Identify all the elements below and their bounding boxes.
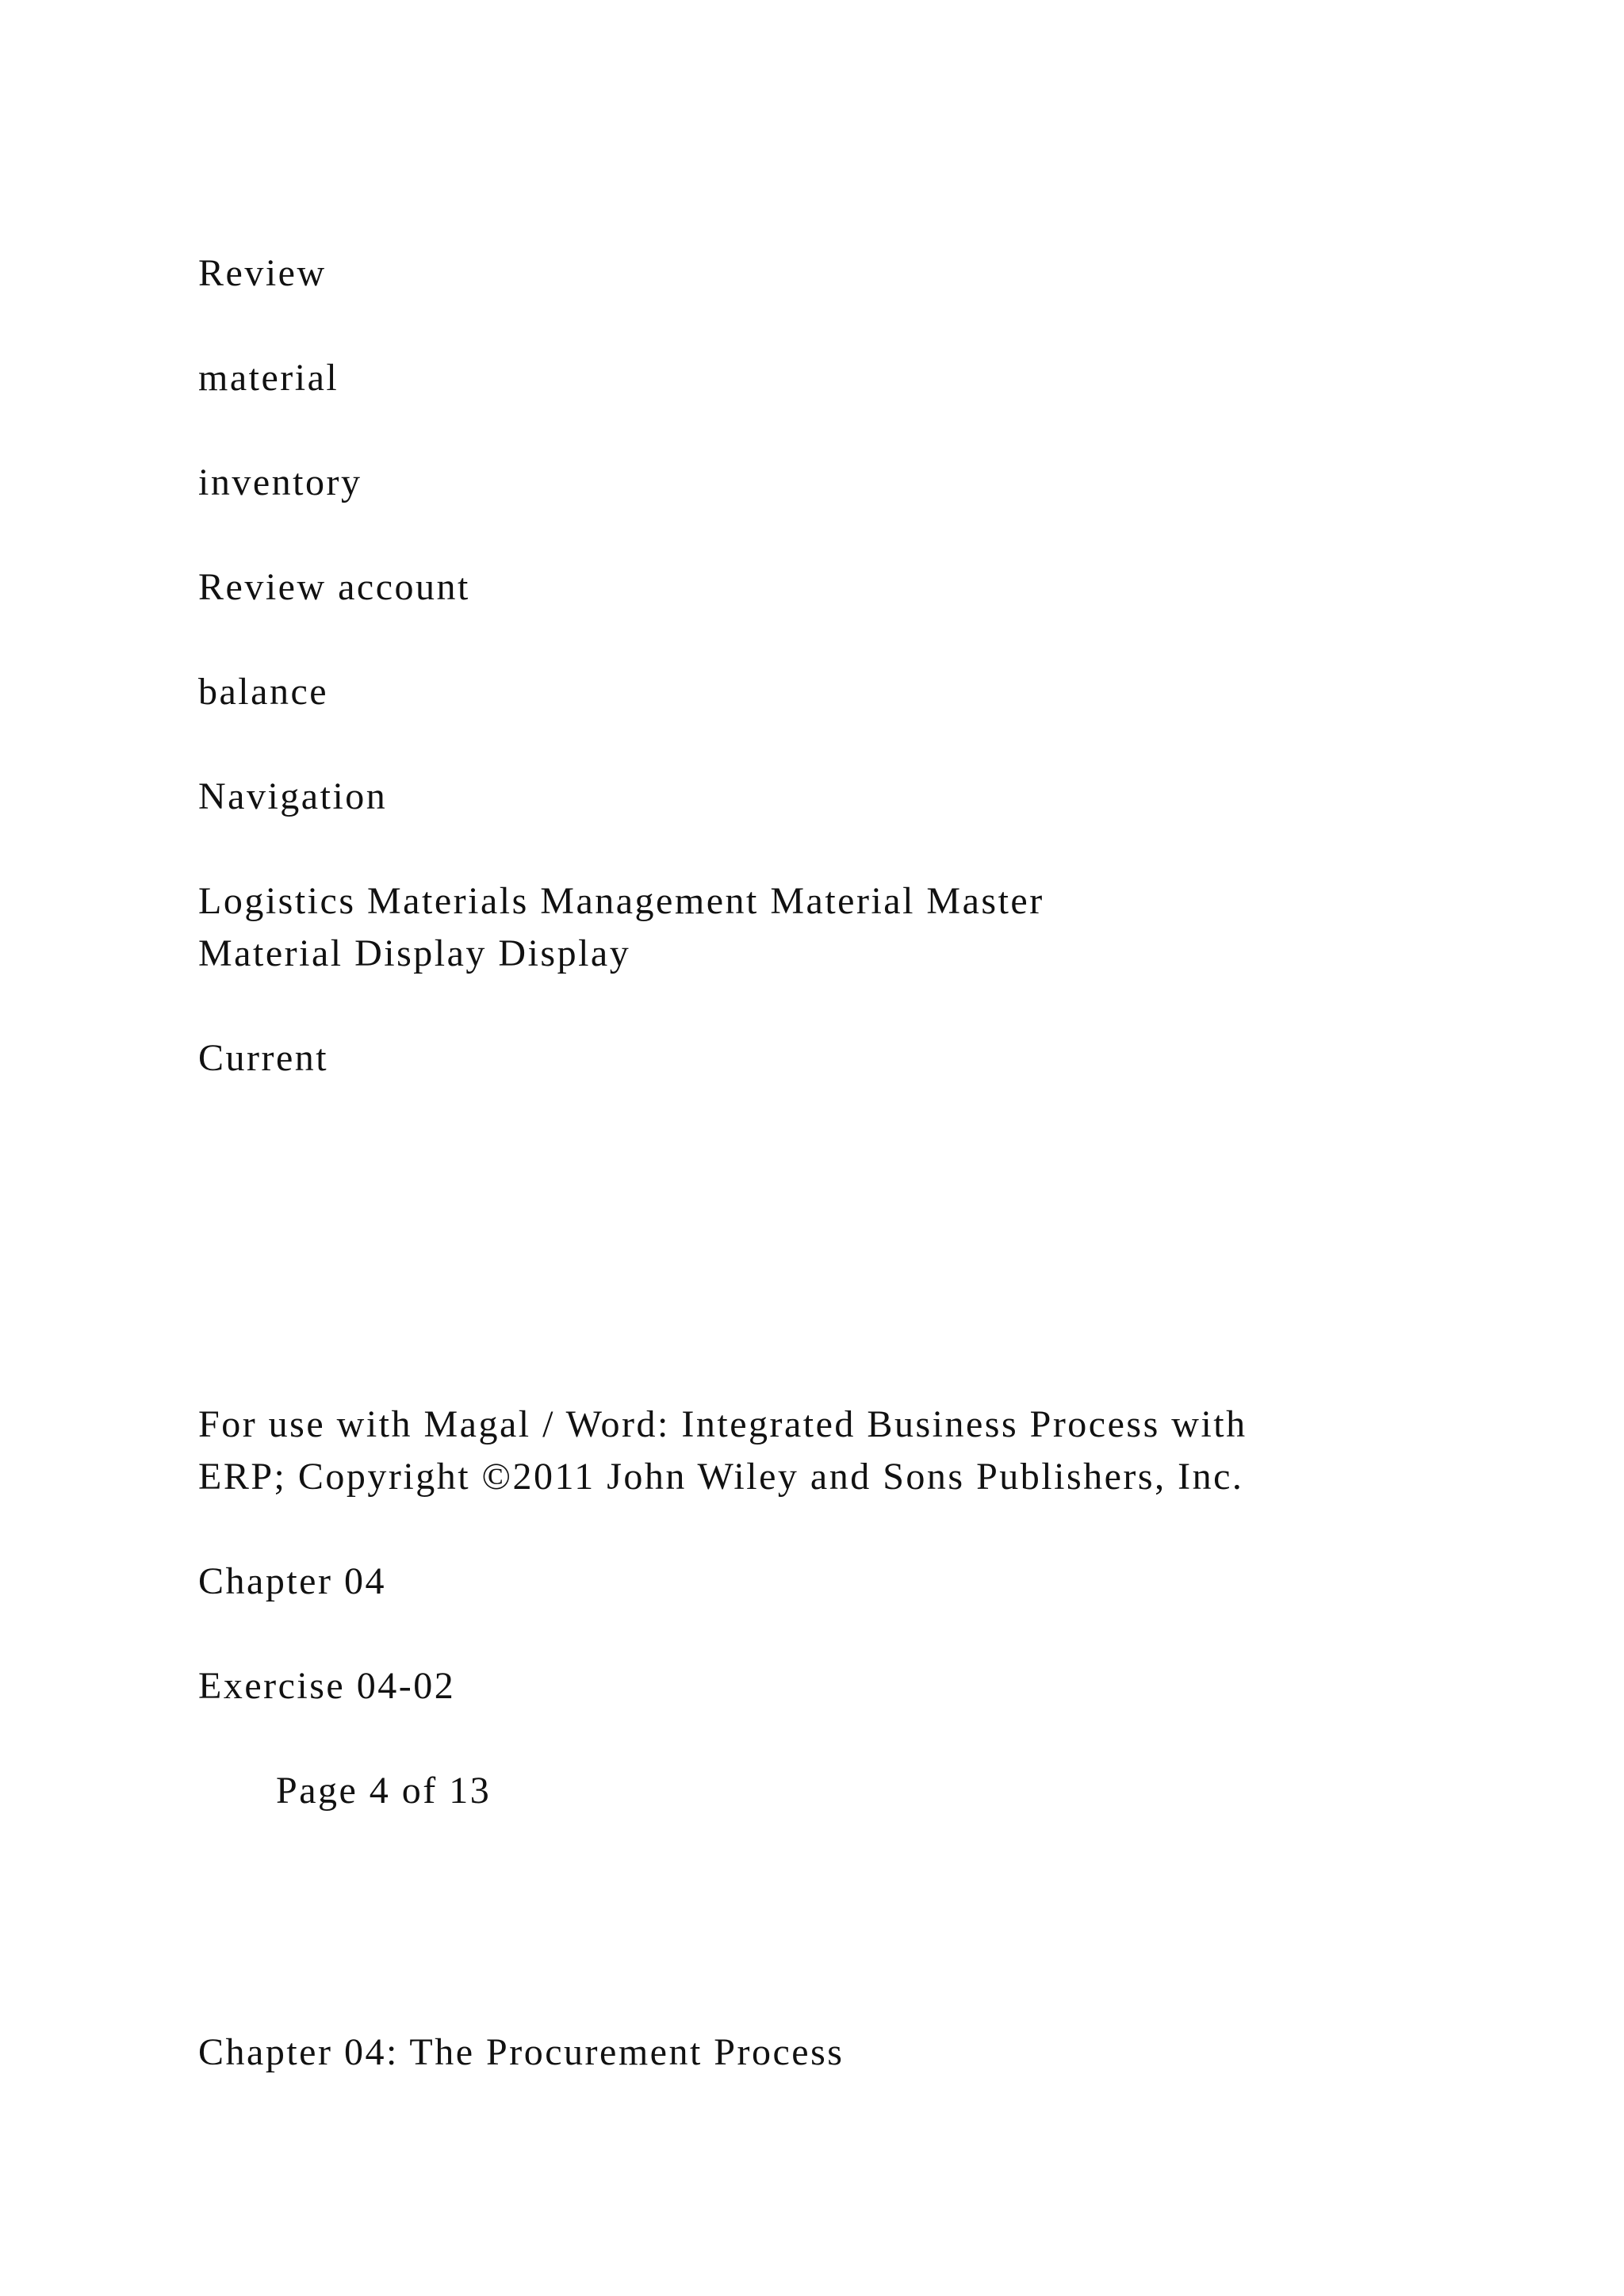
footer-exercise: Exercise 04-02: [198, 1665, 456, 1707]
label-current: Current: [198, 1037, 329, 1079]
label-balance: balance: [198, 671, 329, 713]
footer-page-number: Page 4 of 13: [276, 1770, 492, 1812]
label-material: material: [198, 357, 339, 399]
label-review: Review: [198, 252, 327, 294]
chapter-title: Chapter 04: The Procurement Process: [198, 2031, 845, 2073]
footer-copyright-line-2: ERP; Copyright ©2011 John Wiley and Sons Publishers, Inc.: [198, 1456, 1244, 1498]
navigation-path-line-2: Material Display Display: [198, 932, 631, 974]
label-navigation: Navigation: [198, 775, 388, 817]
navigation-path-line-1: Logistics Materials Management Material Master: [198, 880, 1044, 922]
footer-copyright-line-1: For use with Magal / Word: Integrated Business Process with: [198, 1403, 1247, 1445]
label-inventory: inventory: [198, 461, 362, 503]
label-review-account: Review account: [198, 566, 470, 608]
footer-chapter: Chapter 04: [198, 1560, 386, 1602]
